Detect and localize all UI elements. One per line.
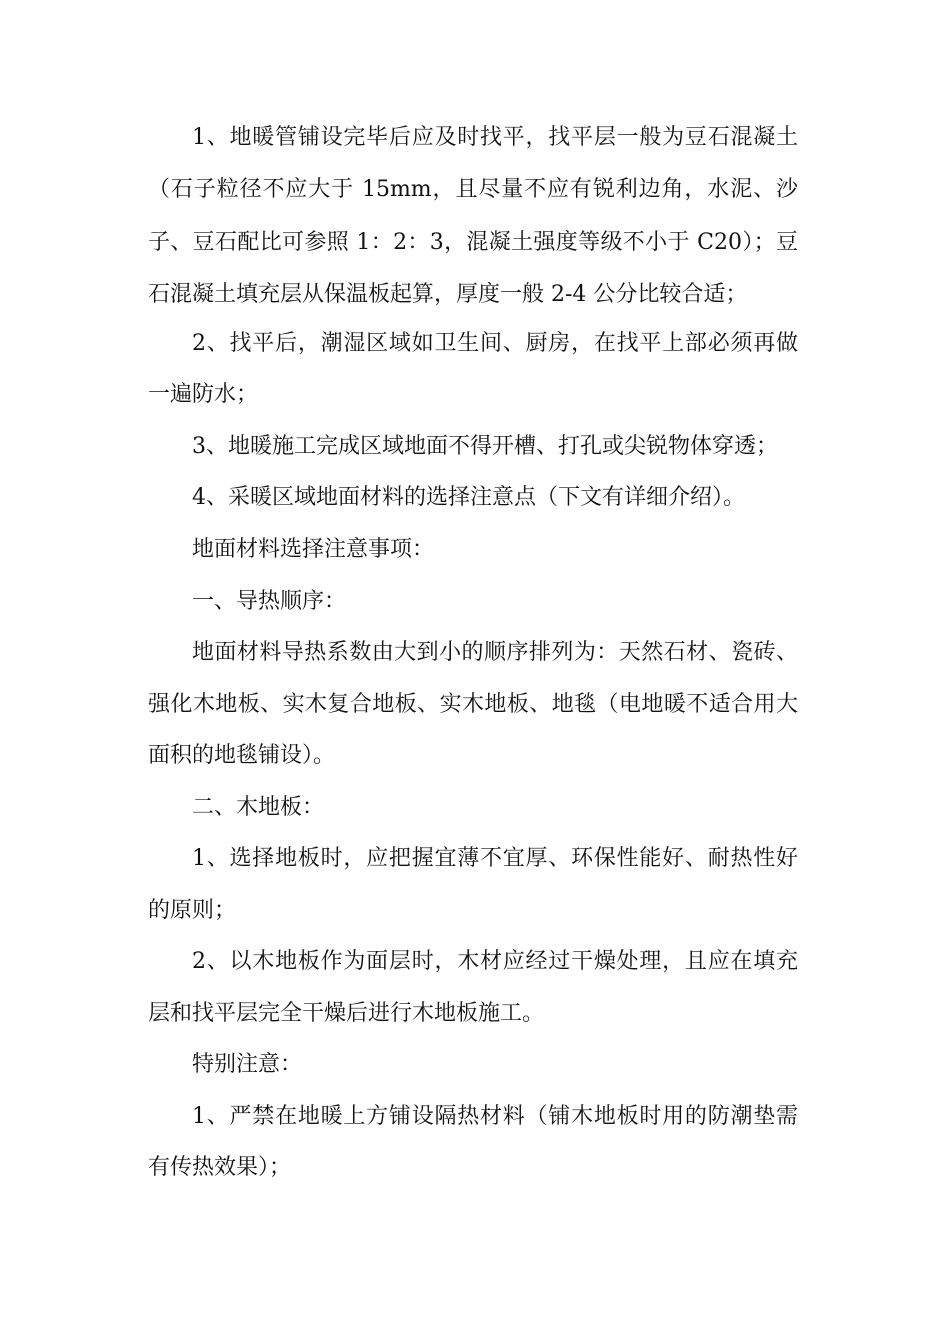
- paragraph-1-line-4: 石混凝土填充层从保温板起算，厚度一般 2-4 公分比较合适；: [148, 282, 748, 307]
- paragraph-1-line-3: 子、豆石配比可参照 1：2：3，混凝土强度等级不小于 C20）；豆: [148, 230, 798, 255]
- paragraph-2-line-1: 2、找平后，潮湿区域如卫生间、厨房，在找平上部必须再做: [192, 331, 798, 356]
- paragraph-wood-2-line-2: 层和找平层完全干燥后进行木地板施工。: [148, 1001, 545, 1026]
- heading-special-attention: 特别注意：: [192, 1052, 303, 1077]
- paragraph-4: 4、采暖区域地面材料的选择注意点（下文有详细介绍）。: [192, 485, 745, 510]
- paragraph-conduction-line-3: 面积的地毯铺设）。: [148, 743, 336, 768]
- paragraph-3: 3、地暖施工完成区域地面不得开槽、打孔或尖锐物体穿透；: [192, 434, 778, 459]
- heading-wood-floor: 二、木地板：: [192, 795, 325, 820]
- paragraph-1-line-2: （石子粒径不应大于 15mm，且尽量不应有锐利边角，水泥、沙: [148, 177, 798, 202]
- paragraph-2-line-2: 一遍防水；: [148, 382, 259, 407]
- paragraph-attention-line-1: 1、严禁在地暖上方铺设隔热材料（铺木地板时用的防潮垫需: [192, 1104, 798, 1129]
- paragraph-wood-1-line-1: 1、选择地板时，应把握宜薄不宜厚、环保性能好、耐热性好: [192, 846, 798, 871]
- paragraph-1-line-1: 1、地暖管铺设完毕后应及时找平，找平层一般为豆石混凝土: [192, 125, 798, 150]
- heading-heat-conduction-order: 一、导热顺序：: [192, 589, 347, 614]
- paragraph-wood-2-line-1: 2、以木地板作为面层时，木材应经过干燥处理，且应在填充: [192, 949, 798, 974]
- paragraph-conduction-line-1: 地面材料导热系数由大到小的顺序排列为：天然石材、瓷砖、: [192, 640, 798, 665]
- section-heading-materials: 地面材料选择注意事项：: [192, 537, 435, 562]
- paragraph-attention-line-2: 有传热效果）；: [148, 1155, 292, 1180]
- paragraph-wood-1-line-2: 的原则；: [148, 898, 237, 923]
- paragraph-conduction-line-2: 强化木地板、实木复合地板、实木地板、地毯（电地暖不适合用大: [148, 692, 798, 717]
